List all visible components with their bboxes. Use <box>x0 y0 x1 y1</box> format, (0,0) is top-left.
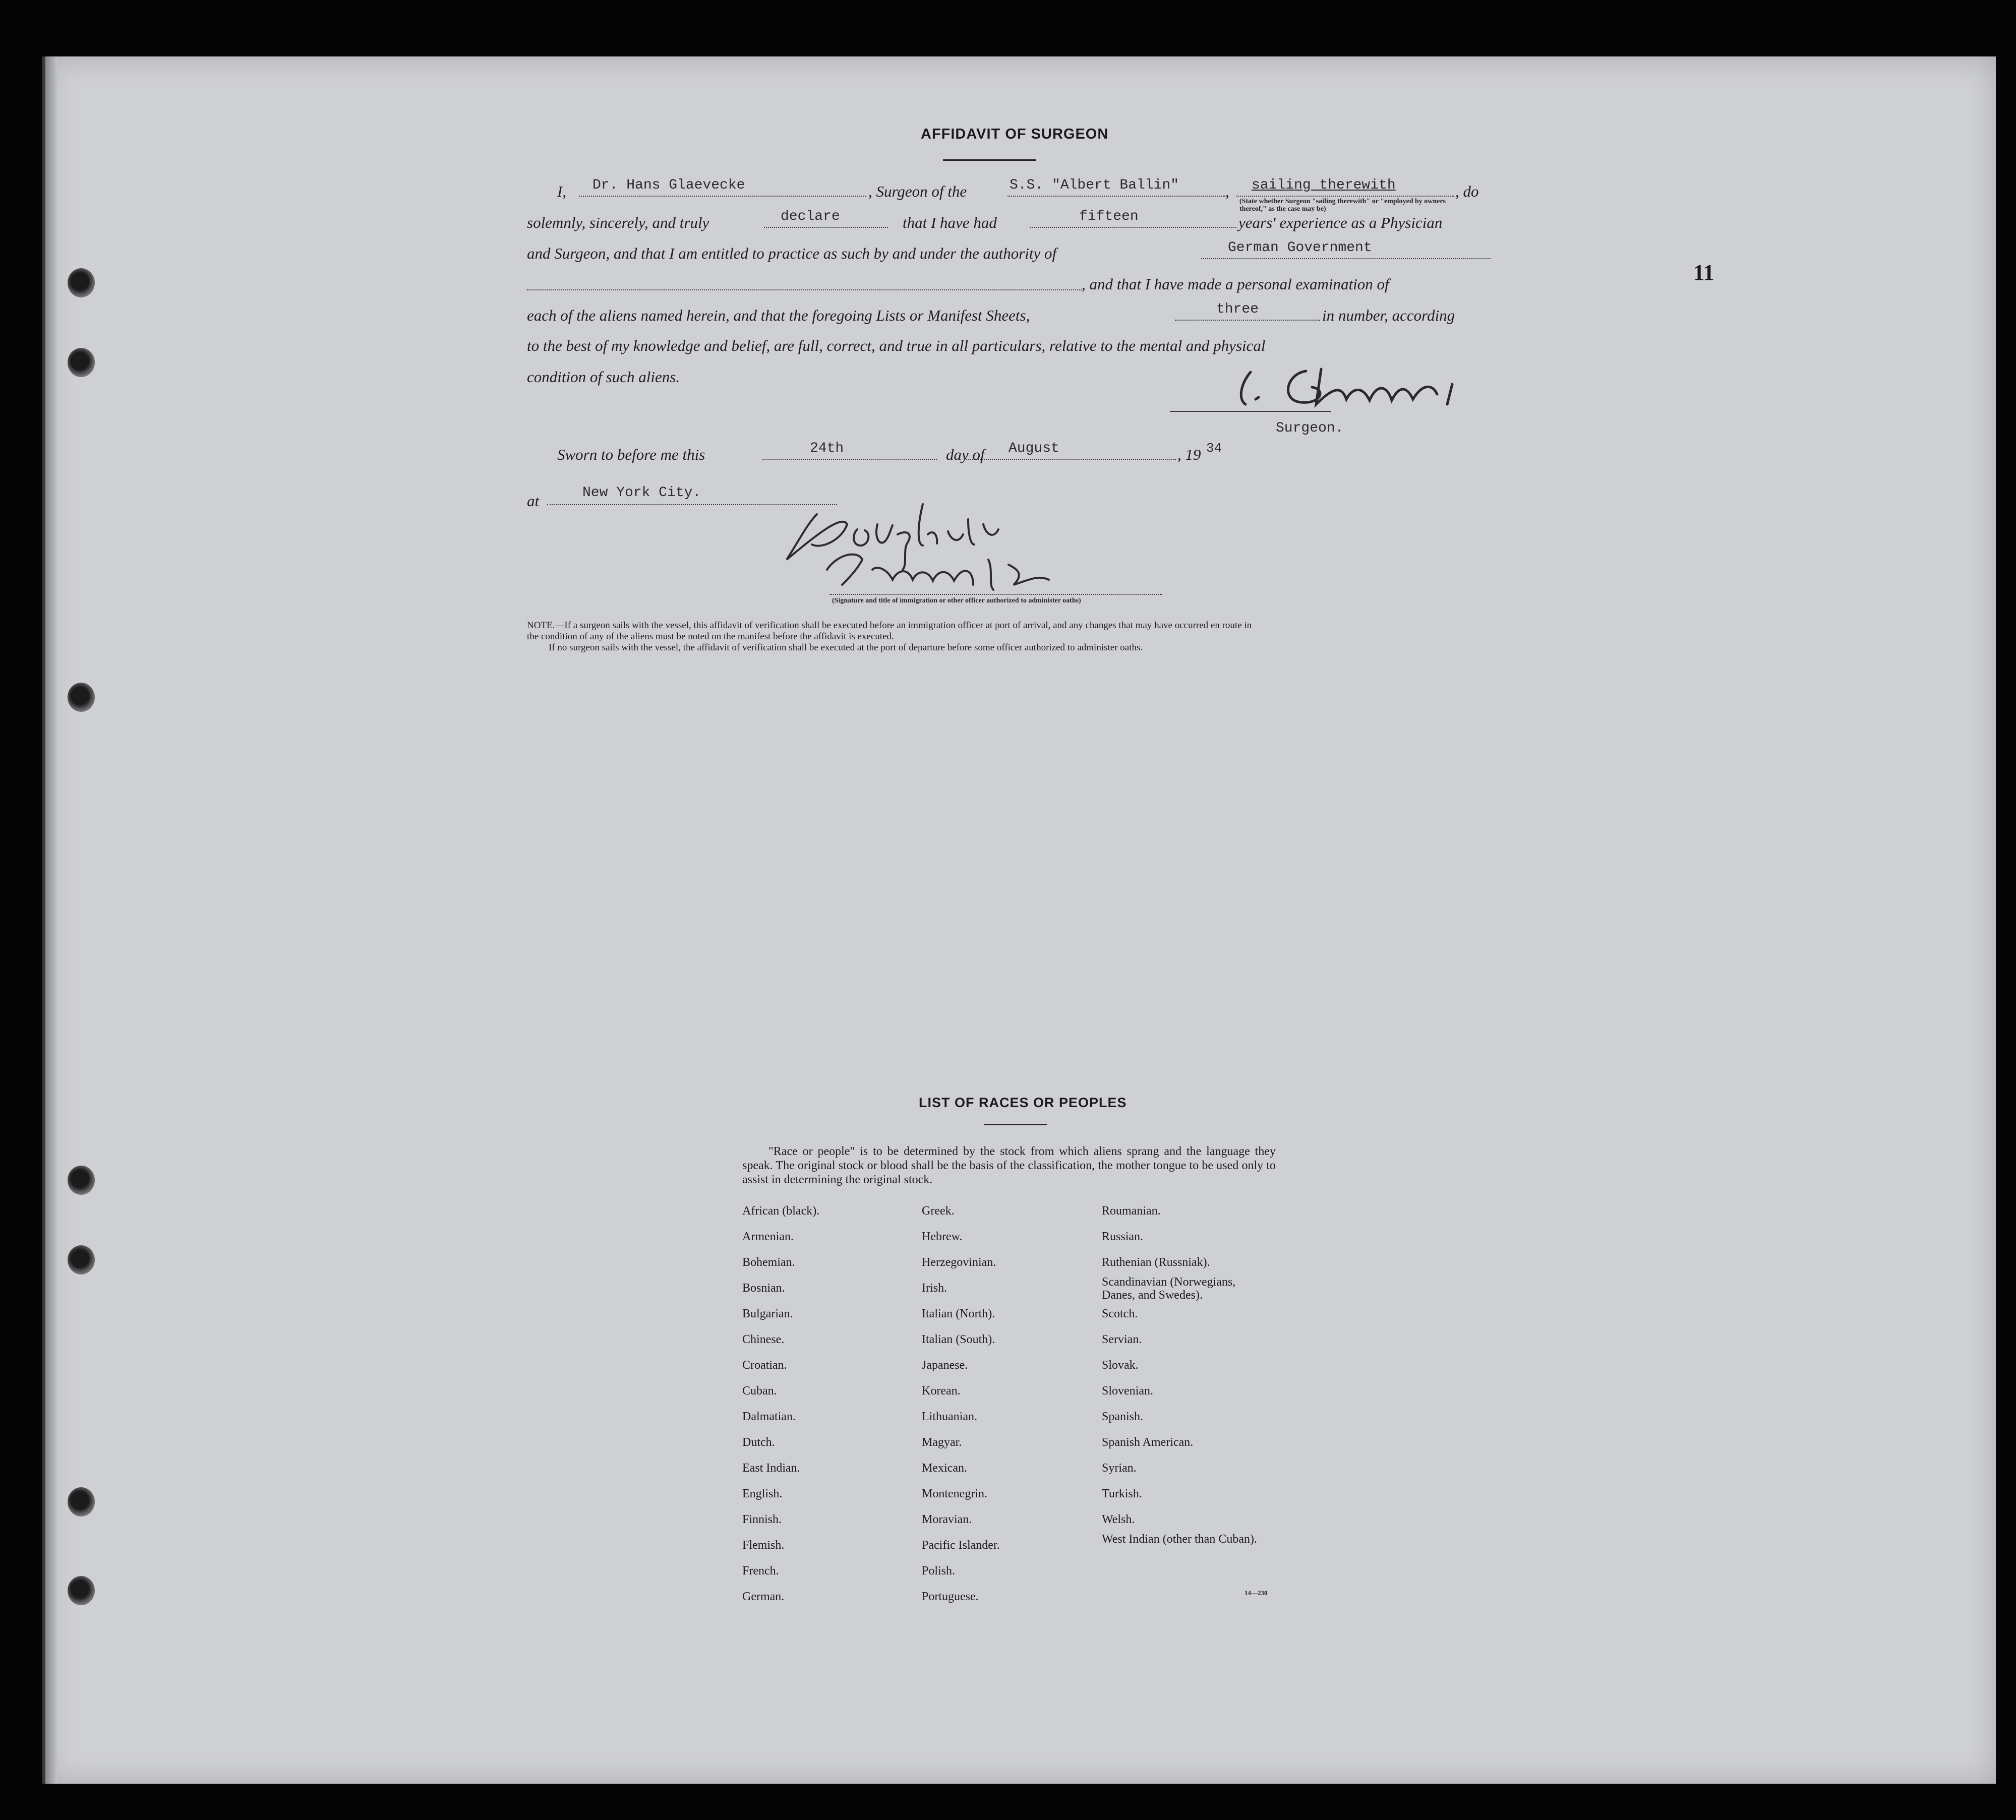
race-entry: French. <box>742 1564 779 1578</box>
race-entry: Finnish. <box>742 1513 782 1526</box>
affidavit-text: to the best of my knowledge and belief, are full, correct, and true in all particulars, relative to the mental and physical <box>527 337 1266 354</box>
race-entry: Herzegovinian. <box>922 1256 996 1269</box>
race-entry: English. <box>742 1487 783 1500</box>
race-entry: Syrian. <box>1102 1462 1137 1475</box>
race-entry: Portuguese. <box>922 1590 979 1603</box>
blank-line <box>764 227 888 228</box>
race-entry: Turkish. <box>1102 1487 1142 1500</box>
race-entry: Dutch. <box>742 1436 775 1449</box>
race-entry: Korean. <box>922 1384 961 1398</box>
race-entry: Armenian. <box>742 1230 794 1243</box>
race-entry: Chinese. <box>742 1333 785 1346</box>
affidavit-text: , Surgeon of the <box>868 183 967 200</box>
form-code: 14—230 <box>1244 1589 1268 1597</box>
sailing-status: sailing therewith <box>1252 177 1396 193</box>
affidavit-text: each of the aliens named herein, and that the foregoing Lists or Manifest Sheets, <box>527 307 1030 324</box>
race-entry: East Indian. <box>742 1462 800 1475</box>
affidavit-text: and Surgeon, and that I am entitled to practice as such by and under the authority of <box>527 245 1057 262</box>
race-entry: Ruthenian (Russniak). <box>1102 1256 1210 1269</box>
binder-hole <box>68 1576 95 1605</box>
races-column-2 <box>922 1198 1093 1610</box>
binder-hole <box>68 1487 95 1516</box>
race-entry: Magyar. <box>922 1436 962 1449</box>
affidavit-text: Sworn to before me this <box>557 446 705 463</box>
blank-line <box>1030 227 1236 228</box>
races-title: LIST OF RACES OR PEOPLES <box>919 1095 1127 1110</box>
sworn-year: 34 <box>1206 441 1222 456</box>
sworn-place: New York City. <box>582 485 701 501</box>
affidavit-text: , do <box>1455 183 1479 200</box>
signature-text: G. Glaevecke <box>1261 395 1294 401</box>
officer-caption: (Signature and title of immigration or other officer authorized to administer oaths) <box>832 597 1081 604</box>
signature-line <box>1170 411 1331 412</box>
binder-hole <box>68 1245 95 1275</box>
race-entry: Scotch. <box>1102 1307 1138 1320</box>
blank-line <box>1007 196 1225 197</box>
race-entry: Dalmatian. <box>742 1410 796 1423</box>
binder-hole <box>68 268 95 297</box>
race-entry: Pacific Islander. <box>922 1539 1000 1552</box>
race-entry: German. <box>742 1590 785 1603</box>
race-entry: Italian (South). <box>922 1333 995 1346</box>
binder-hole <box>68 348 95 377</box>
race-entry: Spanish American. <box>1102 1436 1194 1449</box>
authority: German Government <box>1228 240 1372 256</box>
binder-hole <box>68 1166 95 1195</box>
race-entry: Bosnian. <box>742 1282 785 1295</box>
binder-hole <box>68 683 95 712</box>
affidavit-text: years' experience as a Physician <box>1238 214 1443 231</box>
blank-line <box>579 196 866 197</box>
officer-title-text: Immig Insp <box>761 500 785 506</box>
blank-line <box>1236 196 1454 197</box>
title-rule <box>984 1124 1047 1125</box>
affidavit-text: that I have had <box>903 214 997 231</box>
race-entry: Slovenian. <box>1102 1384 1153 1398</box>
race-entry: Irish. <box>922 1282 947 1295</box>
race-entry: Russian. <box>1102 1230 1144 1243</box>
race-entry: West Indian (other than Cuban). <box>1102 1533 1257 1546</box>
affidavit-text: , and that I have made a personal examination of <box>1082 275 1389 293</box>
race-entry: Servian. <box>1102 1333 1142 1346</box>
vessel-name: S.S. "Albert Ballin" <box>1010 177 1179 193</box>
page-number: 11 <box>1693 260 1714 285</box>
race-entry: Bulgarian. <box>742 1307 793 1320</box>
note-line: the condition of any of the aliens must be noted on the manifest before the affidavit is executed. <box>527 631 894 642</box>
affidavit-text: condition of such aliens. <box>527 368 680 386</box>
race-entry: Mexican. <box>922 1462 967 1475</box>
binding-edge <box>45 56 57 1784</box>
race-entry: Spanish. <box>1102 1410 1144 1423</box>
race-entry: Croatian. <box>742 1359 787 1372</box>
race-entry: Italian (North). <box>922 1307 995 1320</box>
surgeon-label: Surgeon. <box>1276 420 1344 436</box>
note-line: NOTE.—If a surgeon sails with the vessel, this affidavit of verification shall be executed before an immigration officer at port of arrival, and any changes that may have occurred en route in <box>527 620 1252 631</box>
race-entry: Scandinavian (Norwegians, Danes, and Swedes). <box>1102 1276 1236 1302</box>
races-column-3 <box>1102 1198 1268 1558</box>
race-entry: Slovak. <box>1102 1359 1139 1372</box>
race-entry: Cuban. <box>742 1384 777 1398</box>
races-column-1 <box>742 1198 914 1610</box>
signature-line <box>829 594 1162 595</box>
declare-verb: declare <box>781 209 840 224</box>
race-entry: Japanese. <box>922 1359 968 1372</box>
race-entry: Hebrew. <box>922 1230 963 1243</box>
race-entry: Lithuanian. <box>922 1410 977 1423</box>
race-entry: Welsh. <box>1102 1513 1135 1526</box>
affidavit-text: solemnly, sincerely, and truly <box>527 214 709 231</box>
officer-signature-text: J. O'Loughlin <box>761 495 789 501</box>
affidavit-title: AFFIDAVIT OF SURGEON <box>921 126 1109 142</box>
sworn-month: August <box>1009 441 1059 456</box>
race-entry: Flemish. <box>742 1539 785 1552</box>
sheet-count: three <box>1216 301 1259 317</box>
affidavit-text: at <box>527 492 540 510</box>
blank-line <box>964 459 1176 460</box>
sailing-note: (State whether Surgeon "sailing therewith" or "employed by owners thereof," as the case may be) <box>1239 198 1446 213</box>
race-entry: African (black). <box>742 1204 820 1218</box>
affidavit-text: , <box>1225 183 1229 200</box>
race-entry: Greek. <box>922 1204 955 1218</box>
sworn-day: 24th <box>810 441 844 456</box>
blank-line <box>1175 320 1320 321</box>
affidavit-text: , 19 <box>1177 446 1201 463</box>
note-line: If no surgeon sails with the vessel, the affidavit of verification shall be executed at the port of departure before some officer authorized to administer oaths. <box>549 642 1143 653</box>
race-entry: Roumanian. <box>1102 1204 1161 1218</box>
races-intro: "Race or people" is to be determined by the stock from which aliens sprang and the language they speak. The original stock or blood shall be the basis of the classification, the mother tongue to be used only to assist in determining the original stock. <box>742 1145 1276 1186</box>
years-experience: fifteen <box>1079 209 1139 224</box>
blank-line <box>762 459 937 460</box>
title-rule <box>943 159 1036 161</box>
race-entry: Montenegrin. <box>922 1487 987 1500</box>
race-entry: Bohemian. <box>742 1256 795 1269</box>
surgeon-name: Dr. Hans Glaevecke <box>592 177 745 193</box>
affidavit-text: I, <box>557 183 567 200</box>
affidavit-text: day of <box>946 446 985 463</box>
race-entry: Polish. <box>922 1564 956 1578</box>
blank-line <box>1201 258 1491 259</box>
race-entry: Moravian. <box>922 1513 972 1526</box>
affidavit-text: in number, according <box>1322 307 1455 324</box>
blank-line <box>527 289 1082 290</box>
